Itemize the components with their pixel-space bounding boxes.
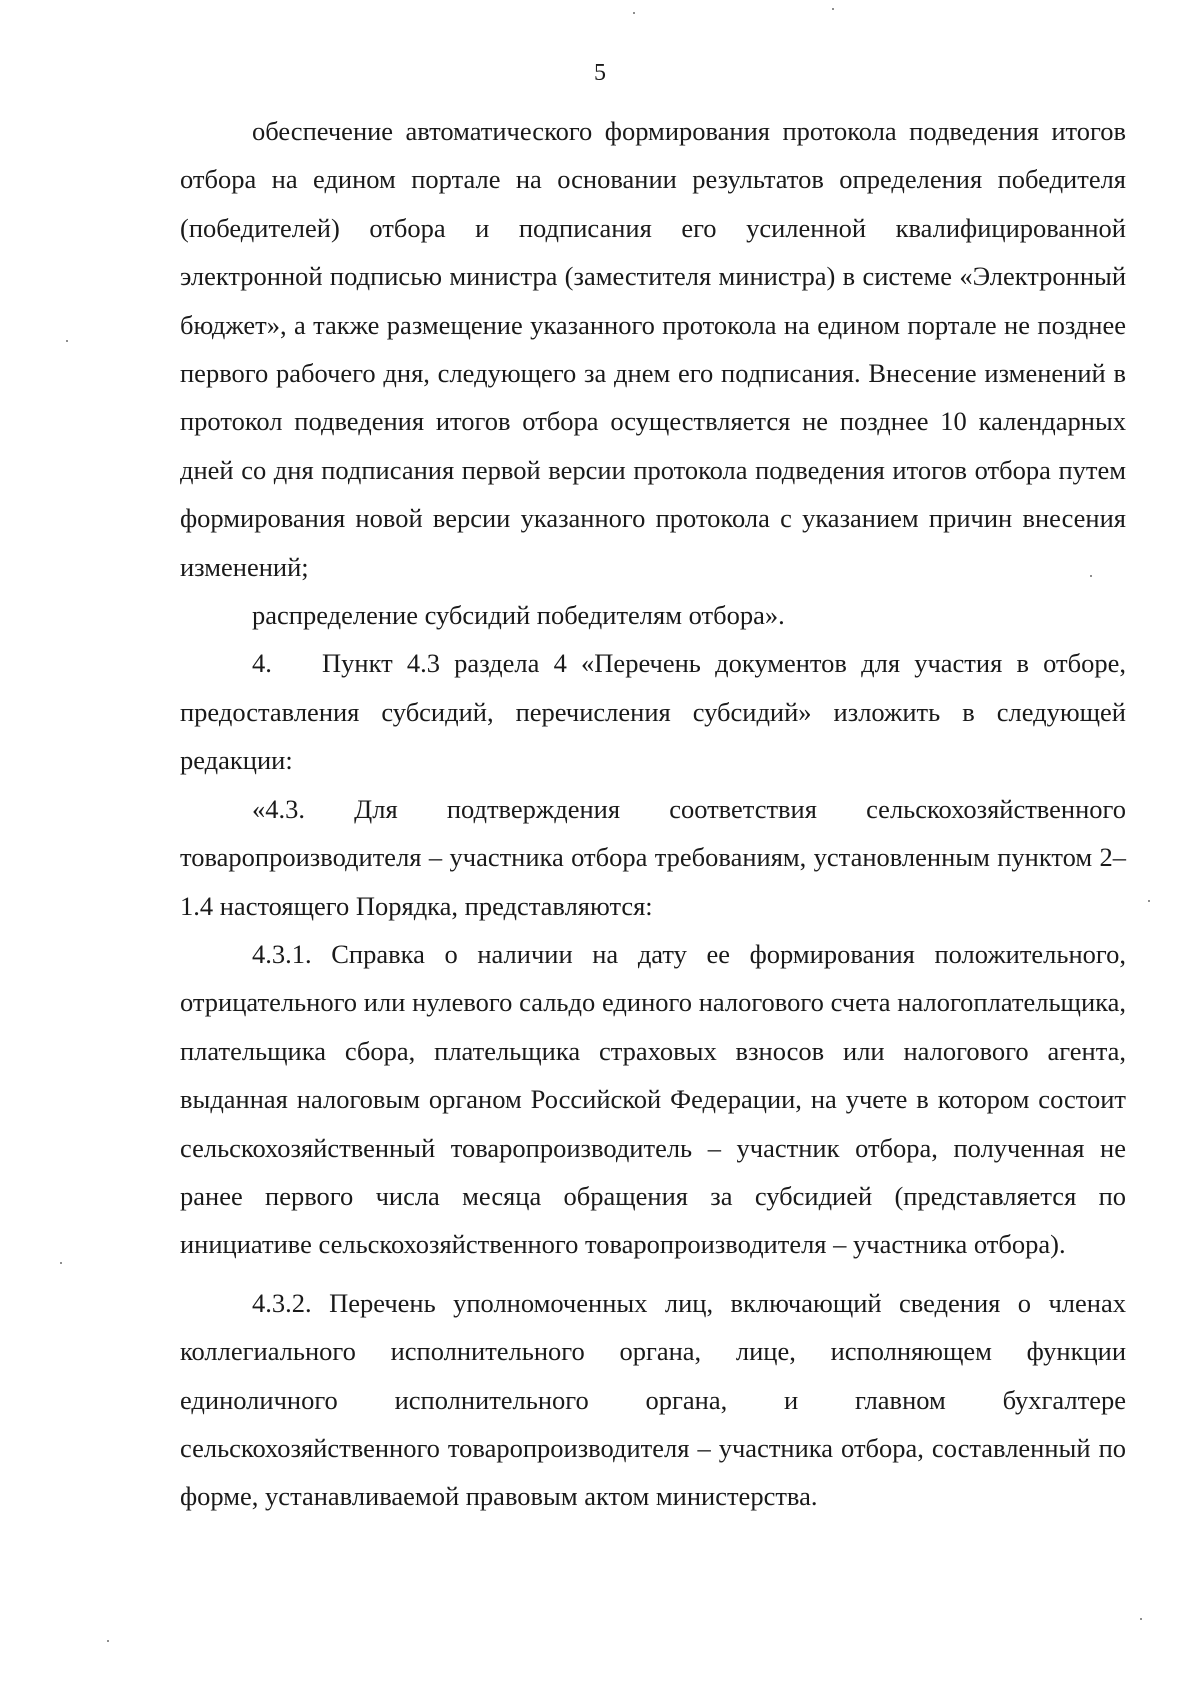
scan-speck: [66, 340, 68, 342]
paragraph-4-3-2: 4.3.2. Перечень уполномоченных лиц, включающий сведения о членах коллегиального исполнительного органа, лице, исполняющем функции единоличного исполнительного органа, и главном бухгалтере сельскохозяйственного товаропроизводителя – участника отбора, составленный по форме, устанавливаемой правовым актом министерства.: [180, 1287, 1126, 1512]
item-text: Пункт 4.3 раздела 4 «Перечень документов для участия в отборе, предоставления субсидий, перечисления субсидий» изложить в следующей редакции:: [180, 648, 1126, 776]
paragraph-item-4: [180, 639, 1126, 784]
item-number: 4.: [252, 648, 272, 679]
paragraph-4-3: «4.3. Для подтверждения соответствия сельскохозяйственного товаропроизводителя – участника отбора требованиям, установленным пунктом 2–1.4 настоящего Порядка, представляются:: [180, 793, 1126, 921]
scan-speck: [832, 8, 834, 10]
scan-speck: [107, 1640, 109, 1642]
document-body: [180, 107, 1126, 1521]
scan-speck: [1148, 900, 1150, 902]
scan-speck: [1140, 1618, 1142, 1620]
paragraph-4-3-1: 4.3.1. Справка о наличии на дату ее формирования положительного, отрицательного или нулевого сальдо единого налогового счета налогоплательщика, плательщика сбора, плательщика страховых взносов или налогового агента, выданная налоговым органом Российской Федерации, на учете в котором состоит сельскохозяйственный товаропроизводитель – участник отбора, полученная не ранее первого числа месяца обращения за субсидией (представляется по инициативе сельскохозяйственного товаропроизводителя – участника отбора).: [180, 938, 1126, 1260]
page-number: 5: [594, 60, 606, 86]
scan-speck: [633, 12, 635, 14]
scan-speck: [1090, 575, 1092, 577]
paragraph-subsidy-distribution: распределение субсидий победителям отбора».: [252, 600, 785, 631]
scan-speck: [60, 1262, 62, 1264]
paragraph-protocol-provision: обеспечение автоматического формирования протокола подведения итогов отбора на едином портале на основании результатов определения победителя (победителей) отбора и подписания его усиленной квалифицированной электронной подписью министра (заместителя министра) в системе «Электронный бюджет», а также размещение указанного протокола на едином портале не позднее первого рабочего дня, следующего за днем его подписания. Внесение изменений в протокол подведения итогов отбора осуществляется не позднее 10 календарных дней со дня подписания первой версии протокола подведения итогов отбора путем формирования новой версии указанного протокола с указанием причин внесения изменений;: [180, 116, 1126, 582]
